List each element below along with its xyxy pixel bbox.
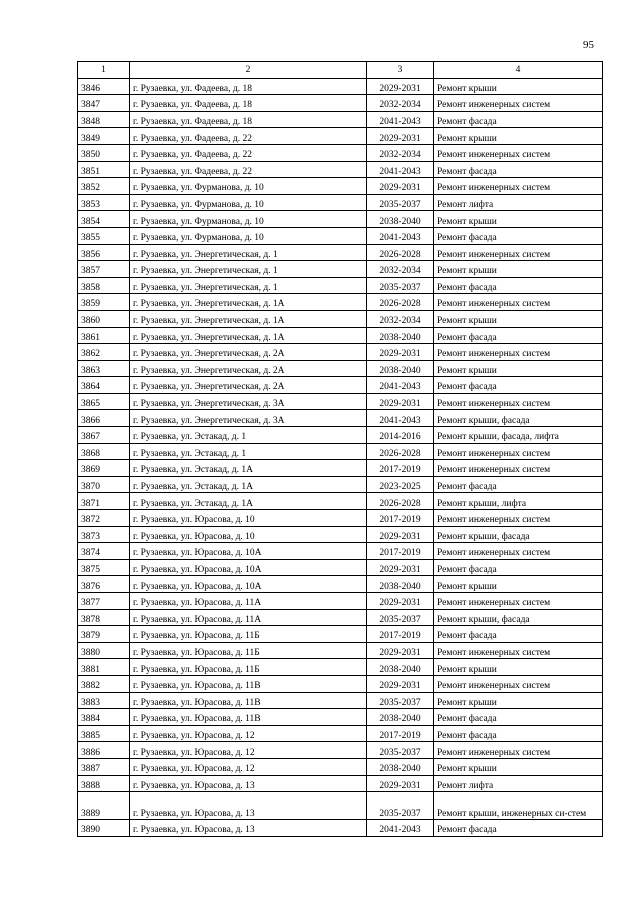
cell-address: г. Рузаевка, ул. Фурманова, д. 10 [130, 227, 367, 244]
cell-work-type: Ремонт крыши [434, 360, 603, 377]
cell-work-type: Ремонт фасада [434, 725, 603, 742]
table-row [78, 526, 603, 543]
table-row [78, 144, 603, 161]
cell-period: 2017-2019 [367, 460, 434, 477]
cell-period: 2041-2043 [367, 820, 434, 837]
cell-address: г. Рузаевка, ул. Юрасова, д. 11В [130, 709, 367, 726]
cell-period: 2041-2043 [367, 377, 434, 394]
cell-row-number: 3880 [78, 642, 130, 659]
cell-period: 2017-2019 [367, 626, 434, 643]
cell-period: 2029-2031 [367, 393, 434, 410]
cell-address: г. Рузаевка, ул. Энергетическая, д. 2А [130, 344, 367, 361]
table-row [78, 427, 603, 444]
table-row [78, 460, 603, 477]
cell-work-type: Ремонт крыши [434, 211, 603, 228]
cell-work-type: Ремонт фасада [434, 377, 603, 394]
table-row [78, 128, 603, 145]
cell-address: г. Рузаевка, ул. Юрасова, д. 10А [130, 559, 367, 576]
table-row [78, 227, 603, 244]
cell-row-number: 3878 [78, 609, 130, 626]
cell-work-type: Ремонт крыши [434, 128, 603, 145]
table-row [78, 510, 603, 527]
cell-period: 2029-2031 [367, 526, 434, 543]
cell-work-type: Ремонт фасада [434, 626, 603, 643]
table-row [78, 78, 603, 95]
table-row [78, 820, 603, 837]
cell-work-type: Ремонт инженерных систем [434, 294, 603, 311]
cell-row-number: 3851 [78, 161, 130, 178]
cell-period: 2014-2016 [367, 427, 434, 444]
table-row [78, 543, 603, 560]
cell-work-type: Ремонт фасада [434, 327, 603, 344]
cell-row-number: 3857 [78, 261, 130, 278]
cell-address: г. Рузаевка, ул. Юрасова, д. 11В [130, 675, 367, 692]
cell-address: г. Рузаевка, ул. Эстакад, д. 1 [130, 443, 367, 460]
cell-row-number: 3881 [78, 659, 130, 676]
cell-work-type: Ремонт фасада [434, 161, 603, 178]
table-row [78, 675, 603, 692]
cell-period: 2038-2040 [367, 211, 434, 228]
cell-address: г. Рузаевка, ул. Юрасова, д. 13 [130, 775, 367, 792]
cell-address: г. Рузаевка, ул. Фадеева, д. 22 [130, 144, 367, 161]
cell-address: г. Рузаевка, ул. Юрасова, д. 13 [130, 792, 367, 820]
cell-address: г. Рузаевка, ул. Юрасова, д. 10А [130, 576, 367, 593]
table-row [78, 178, 603, 195]
cell-address: г. Рузаевка, ул. Юрасова, д. 12 [130, 725, 367, 742]
cell-work-type: Ремонт инженерных систем [434, 443, 603, 460]
cell-address: г. Рузаевка, ул. Юрасова, д. 10А [130, 543, 367, 560]
cell-work-type: Ремонт крыши, инженерных си-стем [434, 792, 603, 820]
table-row [78, 576, 603, 593]
table-row [78, 626, 603, 643]
cell-address: г. Рузаевка, ул. Энергетическая, д. 1 [130, 277, 367, 294]
cell-work-type: Ремонт инженерных систем [434, 510, 603, 527]
table-row [78, 709, 603, 726]
cell-work-type: Ремонт инженерных систем [434, 675, 603, 692]
cell-address: г. Рузаевка, ул. Энергетическая, д. 2А [130, 377, 367, 394]
cell-period: 2041-2043 [367, 161, 434, 178]
cell-address: г. Рузаевка, ул. Юрасова, д. 11В [130, 692, 367, 709]
cell-row-number: 3870 [78, 476, 130, 493]
cell-period: 2017-2019 [367, 543, 434, 560]
cell-row-number: 3883 [78, 692, 130, 709]
cell-work-type: Ремонт крыши, фасада [434, 410, 603, 427]
cell-address: г. Рузаевка, ул. Эстакад, д. 1А [130, 460, 367, 477]
cell-work-type: Ремонт крыши [434, 692, 603, 709]
cell-row-number: 3882 [78, 675, 130, 692]
column-header-number: 1 [78, 62, 130, 79]
cell-row-number: 3886 [78, 742, 130, 759]
column-header-address: 2 [130, 62, 367, 79]
cell-row-number: 3873 [78, 526, 130, 543]
cell-period: 2035-2037 [367, 277, 434, 294]
cell-period: 2029-2031 [367, 178, 434, 195]
cell-address: г. Рузаевка, ул. Эстакад, д. 1А [130, 493, 367, 510]
cell-address: г. Рузаевка, ул. Энергетическая, д. 1А [130, 327, 367, 344]
cell-address: г. Рузаевка, ул. Юрасова, д. 11Б [130, 642, 367, 659]
cell-row-number: 3846 [78, 78, 130, 95]
cell-work-type: Ремонт крыши, лифта [434, 493, 603, 510]
cell-address: г. Рузаевка, ул. Фурманова, д. 10 [130, 194, 367, 211]
table-row [78, 294, 603, 311]
cell-address: г. Рузаевка, ул. Фадеева, д. 18 [130, 95, 367, 112]
cell-period: 2038-2040 [367, 709, 434, 726]
cell-period: 2038-2040 [367, 576, 434, 593]
cell-row-number: 3855 [78, 227, 130, 244]
page-number: 95 [583, 39, 594, 51]
table-row [78, 659, 603, 676]
cell-row-number: 3885 [78, 725, 130, 742]
cell-row-number: 3859 [78, 294, 130, 311]
cell-work-type: Ремонт фасада [434, 227, 603, 244]
table-row [78, 277, 603, 294]
cell-row-number: 3877 [78, 593, 130, 610]
cell-row-number: 3863 [78, 360, 130, 377]
cell-work-type: Ремонт крыши [434, 659, 603, 676]
table-row [78, 360, 603, 377]
cell-work-type: Ремонт фасада [434, 559, 603, 576]
cell-period: 2023-2025 [367, 476, 434, 493]
table-row [78, 725, 603, 742]
cell-address: г. Рузаевка, ул. Энергетическая, д. 1А [130, 294, 367, 311]
cell-row-number: 3861 [78, 327, 130, 344]
table-row [78, 344, 603, 361]
cell-period: 2029-2031 [367, 642, 434, 659]
cell-work-type: Ремонт инженерных систем [434, 593, 603, 610]
table-row [78, 211, 603, 228]
cell-row-number: 3876 [78, 576, 130, 593]
table-row [78, 642, 603, 659]
table-row [78, 609, 603, 626]
cell-period: 2026-2028 [367, 294, 434, 311]
table-row [78, 194, 603, 211]
cell-work-type: Ремонт инженерных систем [434, 344, 603, 361]
cell-period: 2029-2031 [367, 775, 434, 792]
cell-address: г. Рузаевка, ул. Энергетическая, д. 3А [130, 410, 367, 427]
cell-period: 2032-2034 [367, 144, 434, 161]
cell-row-number: 3850 [78, 144, 130, 161]
cell-period: 2029-2031 [367, 344, 434, 361]
cell-row-number: 3869 [78, 460, 130, 477]
cell-row-number: 3874 [78, 543, 130, 560]
cell-period: 2029-2031 [367, 593, 434, 610]
cell-address: г. Рузаевка, ул. Юрасова, д. 13 [130, 820, 367, 837]
cell-address: г. Рузаевка, ул. Фадеева, д. 22 [130, 128, 367, 145]
cell-address: г. Рузаевка, ул. Юрасова, д. 10 [130, 510, 367, 527]
cell-address: г. Рузаевка, ул. Эстакад, д. 1 [130, 427, 367, 444]
table-row [78, 111, 603, 128]
table-row [78, 476, 603, 493]
cell-work-type: Ремонт инженерных систем [434, 178, 603, 195]
cell-row-number: 3884 [78, 709, 130, 726]
column-header-work-type: 4 [434, 62, 603, 79]
cell-row-number: 3865 [78, 393, 130, 410]
cell-work-type: Ремонт крыши [434, 310, 603, 327]
cell-row-number: 3866 [78, 410, 130, 427]
repair-schedule-table [77, 61, 603, 837]
cell-work-type: Ремонт инженерных систем [434, 144, 603, 161]
cell-period: 2029-2031 [367, 559, 434, 576]
cell-row-number: 3879 [78, 626, 130, 643]
cell-row-number: 3847 [78, 95, 130, 112]
cell-work-type: Ремонт крыши [434, 261, 603, 278]
cell-period: 2038-2040 [367, 360, 434, 377]
cell-period: 2035-2037 [367, 742, 434, 759]
cell-address: г. Рузаевка, ул. Эстакад, д. 1А [130, 476, 367, 493]
cell-row-number: 3853 [78, 194, 130, 211]
cell-period: 2038-2040 [367, 758, 434, 775]
cell-address: г. Рузаевка, ул. Энергетическая, д. 1А [130, 310, 367, 327]
cell-address: г. Рузаевка, ул. Энергетическая, д. 1 [130, 244, 367, 261]
cell-period: 2041-2043 [367, 111, 434, 128]
cell-row-number: 3860 [78, 310, 130, 327]
table-row [78, 327, 603, 344]
cell-work-type: Ремонт фасада [434, 476, 603, 493]
cell-period: 2017-2019 [367, 725, 434, 742]
cell-row-number: 3890 [78, 820, 130, 837]
table-row [78, 593, 603, 610]
table-row [78, 377, 603, 394]
cell-address: г. Рузаевка, ул. Энергетическая, д. 1 [130, 261, 367, 278]
cell-address: г. Рузаевка, ул. Юрасова, д. 11Б [130, 626, 367, 643]
cell-period: 2041-2043 [367, 410, 434, 427]
cell-row-number: 3854 [78, 211, 130, 228]
cell-work-type: Ремонт крыши [434, 576, 603, 593]
cell-row-number: 3856 [78, 244, 130, 261]
table-row [78, 161, 603, 178]
cell-address: г. Рузаевка, ул. Юрасова, д. 11Б [130, 659, 367, 676]
cell-period: 2032-2034 [367, 95, 434, 112]
cell-work-type: Ремонт фасада [434, 820, 603, 837]
table-row [78, 393, 603, 410]
cell-work-type: Ремонт крыши [434, 758, 603, 775]
cell-row-number: 3875 [78, 559, 130, 576]
cell-address: г. Рузаевка, ул. Юрасова, д. 11А [130, 609, 367, 626]
cell-row-number: 3888 [78, 775, 130, 792]
table-row [78, 244, 603, 261]
cell-work-type: Ремонт фасада [434, 709, 603, 726]
table-row [78, 742, 603, 759]
cell-period: 2026-2028 [367, 244, 434, 261]
cell-address: г. Рузаевка, ул. Фадеева, д. 18 [130, 111, 367, 128]
cell-address: г. Рузаевка, ул. Фурманова, д. 10 [130, 211, 367, 228]
cell-period: 2029-2031 [367, 128, 434, 145]
cell-address: г. Рузаевка, ул. Юрасова, д. 11А [130, 593, 367, 610]
cell-work-type: Ремонт крыши, фасада [434, 609, 603, 626]
cell-period: 2026-2028 [367, 443, 434, 460]
cell-address: г. Рузаевка, ул. Фадеева, д. 22 [130, 161, 367, 178]
cell-period: 2032-2034 [367, 261, 434, 278]
cell-work-type: Ремонт лифта [434, 194, 603, 211]
cell-row-number: 3872 [78, 510, 130, 527]
cell-row-number: 3889 [78, 792, 130, 820]
cell-address: г. Рузаевка, ул. Энергетическая, д. 2А [130, 360, 367, 377]
cell-period: 2038-2040 [367, 327, 434, 344]
table-row [78, 559, 603, 576]
cell-row-number: 3849 [78, 128, 130, 145]
cell-period: 2026-2028 [367, 493, 434, 510]
cell-work-type: Ремонт инженерных систем [434, 543, 603, 560]
column-header-period: 3 [367, 62, 434, 79]
cell-work-type: Ремонт инженерных систем [434, 95, 603, 112]
cell-work-type: Ремонт крыши, фасада, лифта [434, 427, 603, 444]
cell-row-number: 3867 [78, 427, 130, 444]
cell-period: 2017-2019 [367, 510, 434, 527]
cell-period: 2035-2037 [367, 792, 434, 820]
cell-row-number: 3887 [78, 758, 130, 775]
cell-row-number: 3862 [78, 344, 130, 361]
cell-period: 2035-2037 [367, 692, 434, 709]
cell-work-type: Ремонт инженерных систем [434, 460, 603, 477]
cell-work-type: Ремонт инженерных систем [434, 642, 603, 659]
cell-period: 2035-2037 [367, 194, 434, 211]
cell-period: 2035-2037 [367, 609, 434, 626]
table-row [78, 493, 603, 510]
table-row [78, 410, 603, 427]
cell-address: г. Рузаевка, ул. Юрасова, д. 10 [130, 526, 367, 543]
cell-row-number: 3858 [78, 277, 130, 294]
cell-address: г. Рузаевка, ул. Фурманова, д. 10 [130, 178, 367, 195]
cell-address: г. Рузаевка, ул. Юрасова, д. 12 [130, 758, 367, 775]
cell-work-type: Ремонт инженерных систем [434, 393, 603, 410]
cell-work-type: Ремонт фасада [434, 111, 603, 128]
cell-period: 2038-2040 [367, 659, 434, 676]
cell-period: 2032-2034 [367, 310, 434, 327]
cell-address: г. Рузаевка, ул. Энергетическая, д. 3А [130, 393, 367, 410]
cell-row-number: 3864 [78, 377, 130, 394]
table-row [78, 792, 603, 820]
cell-row-number: 3871 [78, 493, 130, 510]
cell-work-type: Ремонт крыши [434, 78, 603, 95]
cell-work-type: Ремонт крыши, фасада [434, 526, 603, 543]
cell-address: г. Рузаевка, ул. Юрасова, д. 12 [130, 742, 367, 759]
cell-period: 2041-2043 [367, 227, 434, 244]
table-row [78, 443, 603, 460]
cell-period: 2029-2031 [367, 675, 434, 692]
cell-period: 2029-2031 [367, 78, 434, 95]
cell-row-number: 3848 [78, 111, 130, 128]
cell-work-type: Ремонт лифта [434, 775, 603, 792]
cell-row-number: 3868 [78, 443, 130, 460]
cell-work-type: Ремонт инженерных систем [434, 244, 603, 261]
cell-address: г. Рузаевка, ул. Фадеева, д. 18 [130, 78, 367, 95]
table-row [78, 95, 603, 112]
cell-work-type: Ремонт инженерных систем [434, 742, 603, 759]
table-row [78, 261, 603, 278]
cell-row-number: 3852 [78, 178, 130, 195]
table-row [78, 775, 603, 792]
table-header-row [78, 62, 603, 79]
table-row [78, 692, 603, 709]
cell-work-type: Ремонт фасада [434, 277, 603, 294]
table-row [78, 310, 603, 327]
table-row [78, 758, 603, 775]
